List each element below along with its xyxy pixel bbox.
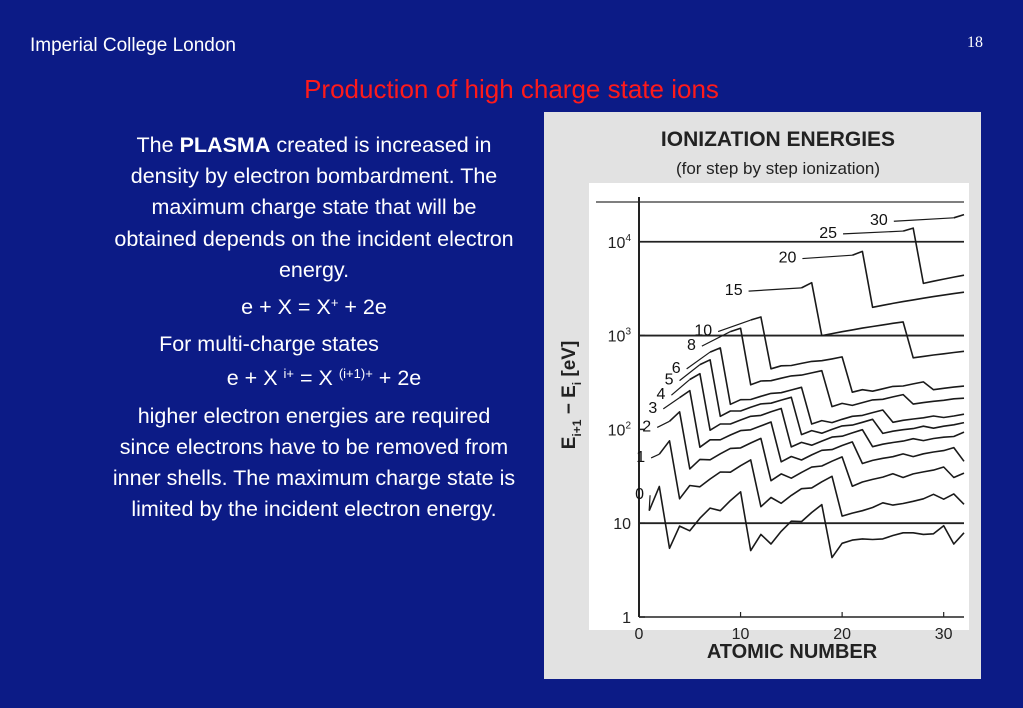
series-label-5: 5 — [664, 371, 674, 389]
eq2-sup-i: i+ — [283, 366, 295, 382]
x-tick-label: 20 — [833, 626, 852, 643]
ionization-energies-chart — [544, 112, 981, 679]
paragraph-higher-energies: higher electron energies are required since electrons have to be removed from inner shells. The maximum charge state is limited by the incident electron energy. — [112, 403, 516, 522]
eq2-sup-i1: (i+1)+ — [338, 366, 373, 382]
x-tick-label: 10 — [731, 626, 750, 643]
series-label-2: 2 — [642, 418, 652, 436]
eq2-mid: = X — [294, 366, 339, 391]
eq2-pre: e + X — [226, 366, 284, 391]
series-label-10: 10 — [694, 322, 713, 340]
body-text — [110, 130, 518, 525]
y-tick-label: 1 — [622, 610, 631, 627]
y-tick-label: 10 — [613, 516, 631, 534]
eq1-post: + 2e — [338, 295, 387, 320]
eq1-sup: + — [330, 295, 339, 311]
series-label-30: 30 — [870, 212, 888, 230]
institution-name: Imperial College London — [30, 35, 236, 56]
equation-multi-ionization — [110, 363, 518, 394]
x-tick-label: 30 — [934, 626, 953, 643]
series-label-1: 1 — [636, 448, 646, 466]
y-label-mid: − E — [559, 385, 580, 420]
series-label-8: 8 — [686, 337, 696, 355]
series-label-25: 25 — [819, 224, 838, 242]
chart-title: IONIZATION ENERGIES — [660, 128, 896, 151]
y-tick-label: $10^3$ — [607, 326, 631, 346]
series-label-3: 3 — [648, 399, 658, 417]
chart-subtitle: (for step by step ionization) — [675, 159, 881, 178]
ionization-energies-figure — [544, 112, 981, 679]
series-label-4: 4 — [656, 386, 666, 404]
slide-title: Production of high charge state ions — [304, 74, 719, 104]
page-number: 18 — [967, 34, 983, 51]
eq1-pre: e + X = X — [241, 295, 331, 320]
x-axis-label: ATOMIC NUMBER — [706, 641, 878, 663]
y-tick-label: $10^2$ — [607, 420, 631, 440]
plasma-keyword: PLASMA — [179, 133, 271, 157]
x-tick-label: 0 — [634, 626, 644, 643]
paragraph-plasma — [110, 130, 518, 286]
eq2-post: + 2e — [372, 366, 422, 391]
para1-pre: The — [136, 133, 180, 157]
series-label-15: 15 — [724, 282, 743, 300]
y-tick-label: $10^4$ — [607, 232, 631, 252]
equation-single-ionization — [110, 292, 518, 323]
y-label-sub1: i+1 — [570, 419, 584, 437]
y-axis-label — [559, 341, 584, 450]
multi-charge-heading: For multi-charge states — [159, 332, 379, 357]
para1-post: created is increased in density by electron bombardment. The maximum charge state that will be obtained depends on the incident electron energy. — [114, 133, 514, 282]
series-label-6: 6 — [671, 359, 681, 377]
y-label-unit: [eV] — [559, 340, 580, 382]
y-label-main: E — [559, 436, 580, 450]
y-label-sub2: i — [570, 381, 584, 386]
y-axis-label-text — [559, 341, 584, 450]
series-label-20: 20 — [778, 249, 797, 267]
series-label-0: 0 — [635, 486, 645, 504]
